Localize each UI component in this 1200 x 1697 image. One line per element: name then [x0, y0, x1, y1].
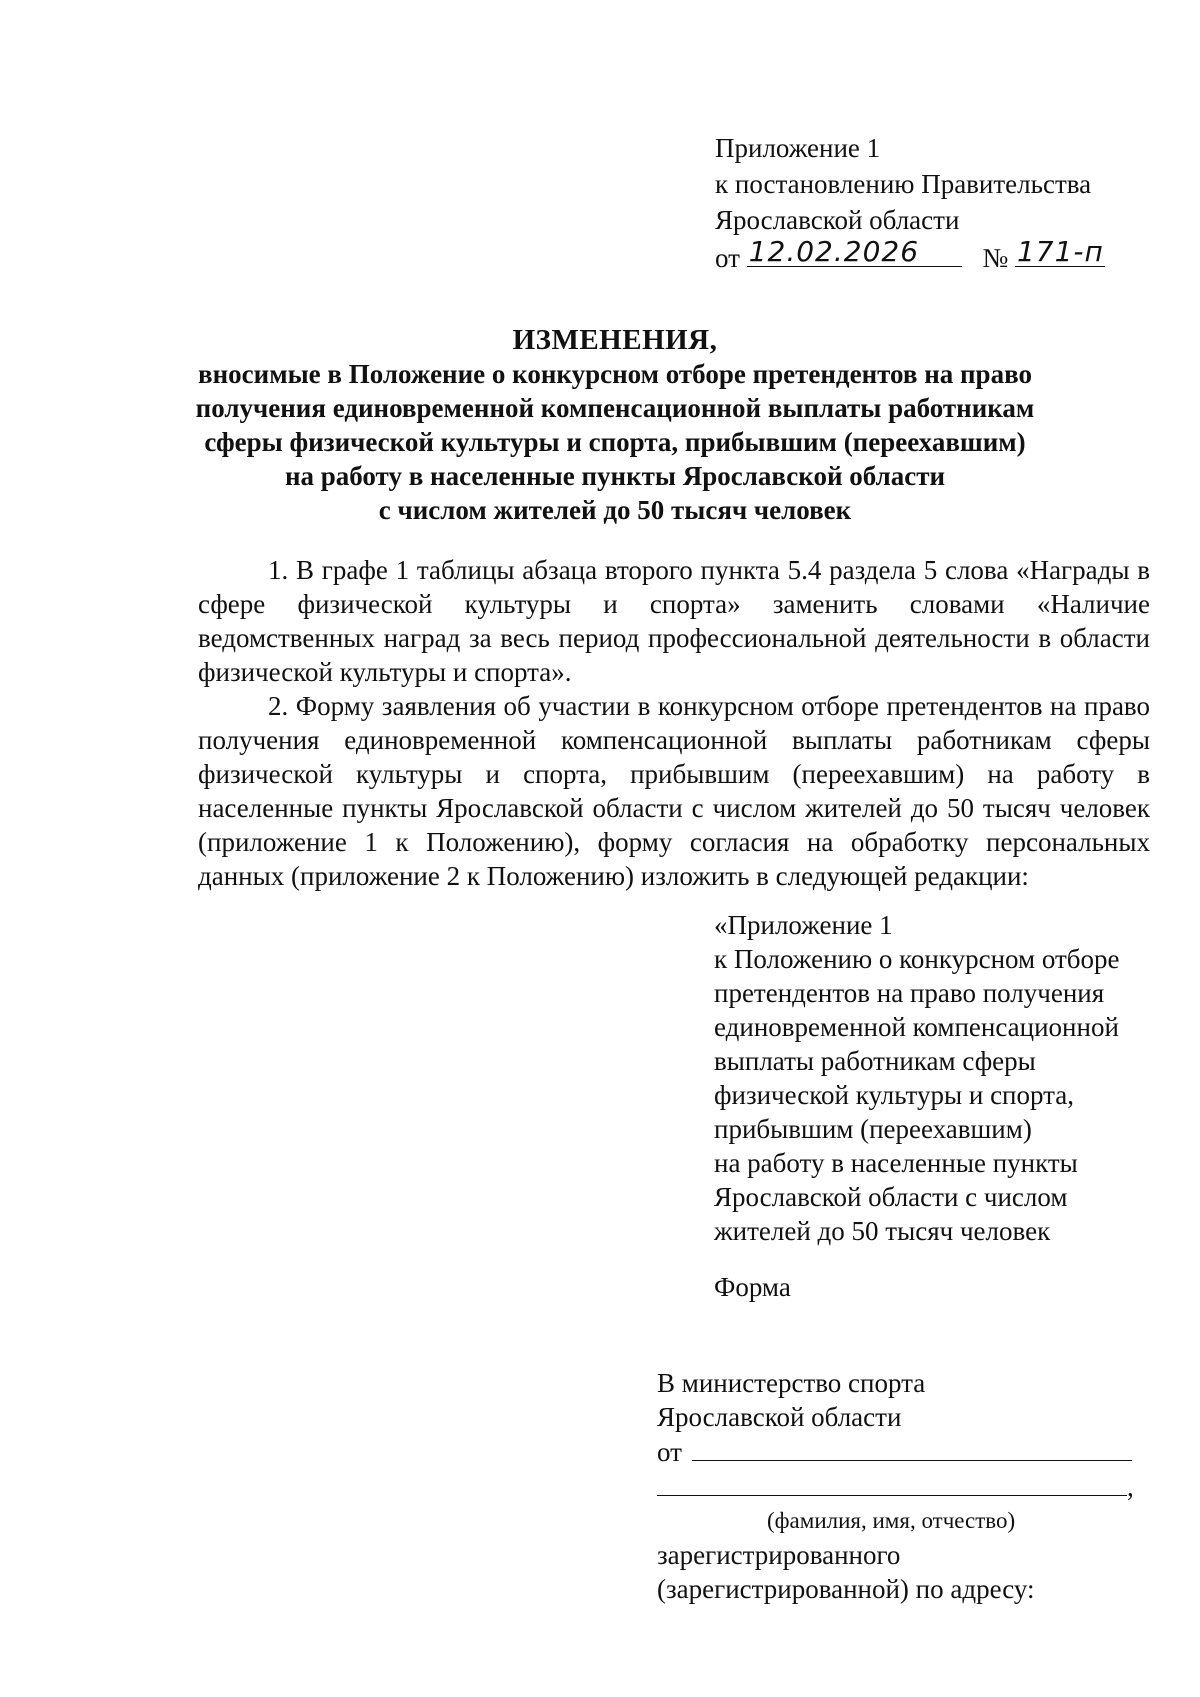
appendix-line: «Приложение 1	[714, 910, 893, 940]
appendix-line: Ярославской области с числом	[714, 1182, 1068, 1212]
resolution-header	[715, 130, 1105, 276]
appendix-line: к Положению о конкурсном отборе	[714, 944, 1120, 974]
from-label: от	[657, 1437, 682, 1467]
name-comma: ,	[1127, 1472, 1134, 1502]
appendix-line: прибывшим (переехавшим)	[714, 1114, 1032, 1144]
header-date-number-line	[715, 235, 1105, 276]
addressee-region: Ярославской области	[657, 1402, 902, 1432]
title-line: на работу в населенные пункты Ярославской области	[284, 461, 946, 491]
registered-address-label: (зарегистрированной) по адресу:	[657, 1574, 1035, 1604]
appendix-line: единовременной компенсационной	[714, 1012, 1119, 1042]
appendix-line: на работу в населенные пункты	[714, 1148, 1078, 1178]
handwritten-number: 171-п	[1016, 235, 1104, 268]
title-line: вносимые в Положение о конкурсном отборе претендентов на право	[198, 359, 1032, 389]
paragraph-2: 2. Форму заявления об участии в конкурсном отборе претендентов на право получения единовременной компенсационной выплаты работникам сферы физической культуры и спорта, прибывшим (переехавшим) на работу в населенные пункты Ярославской области с числом жителей до 50 тысяч человек (приложение 1 к Положению), форму согласия на обработку персональных данных (приложение 2 к Положению) изложить в следующей редакции:	[198, 691, 1150, 891]
name-blank-line	[657, 1469, 1127, 1496]
date-prefix: от	[715, 243, 740, 273]
number-field	[1015, 235, 1105, 268]
registered-label: зарегистрированного	[657, 1540, 901, 1570]
handwritten-date: 12.02.2026	[748, 235, 920, 268]
title-line: с числом жителей до 50 тысяч человек	[378, 495, 852, 525]
header-region-label: Ярославской области	[715, 205, 960, 235]
appendix-line: физической культуры и спорта,	[714, 1080, 1075, 1110]
appendix-header	[714, 908, 1120, 1248]
title-line: сферы физической культуры и спорта, прибывшим (переехавшим)	[204, 427, 1026, 457]
name-line	[657, 1469, 1134, 1504]
header-resolution-label: к постановлению Правительства	[715, 169, 1092, 199]
title-main: ИЗМЕНЕНИЯ,	[512, 324, 718, 356]
header-appendix-label: Приложение 1	[715, 133, 881, 163]
name-caption: (фамилия, имя, отчество)	[767, 1508, 1016, 1533]
appendix-line: жителей до 50 тысяч человек	[714, 1216, 1051, 1246]
addressee-ministry: В министерство спорта	[657, 1368, 926, 1398]
appendix-line: выплаты работникам сферы	[714, 1046, 1036, 1076]
title-line: получения единовременной компенсационной выплаты работникам	[195, 393, 1035, 423]
number-prefix: №	[982, 243, 1009, 273]
document-title	[150, 323, 1080, 527]
paragraph-1: 1. В графе 1 таблицы абзаца второго пункта 5.4 раздела 5 слова «Награды в сфере физической культуры и спорта» заменить словами «Наличие ведомственных наград за весь период профессиональной деятельности в области физической культуры и спорта».	[198, 555, 1150, 687]
from-line	[657, 1434, 1134, 1469]
from-blank-line	[692, 1434, 1132, 1461]
addressee-block	[657, 1366, 1134, 1606]
appendix-line: претендентов на право получения	[714, 978, 1105, 1008]
date-field	[747, 235, 962, 268]
form-label: Форма	[714, 1272, 791, 1302]
document-body	[198, 553, 1150, 893]
